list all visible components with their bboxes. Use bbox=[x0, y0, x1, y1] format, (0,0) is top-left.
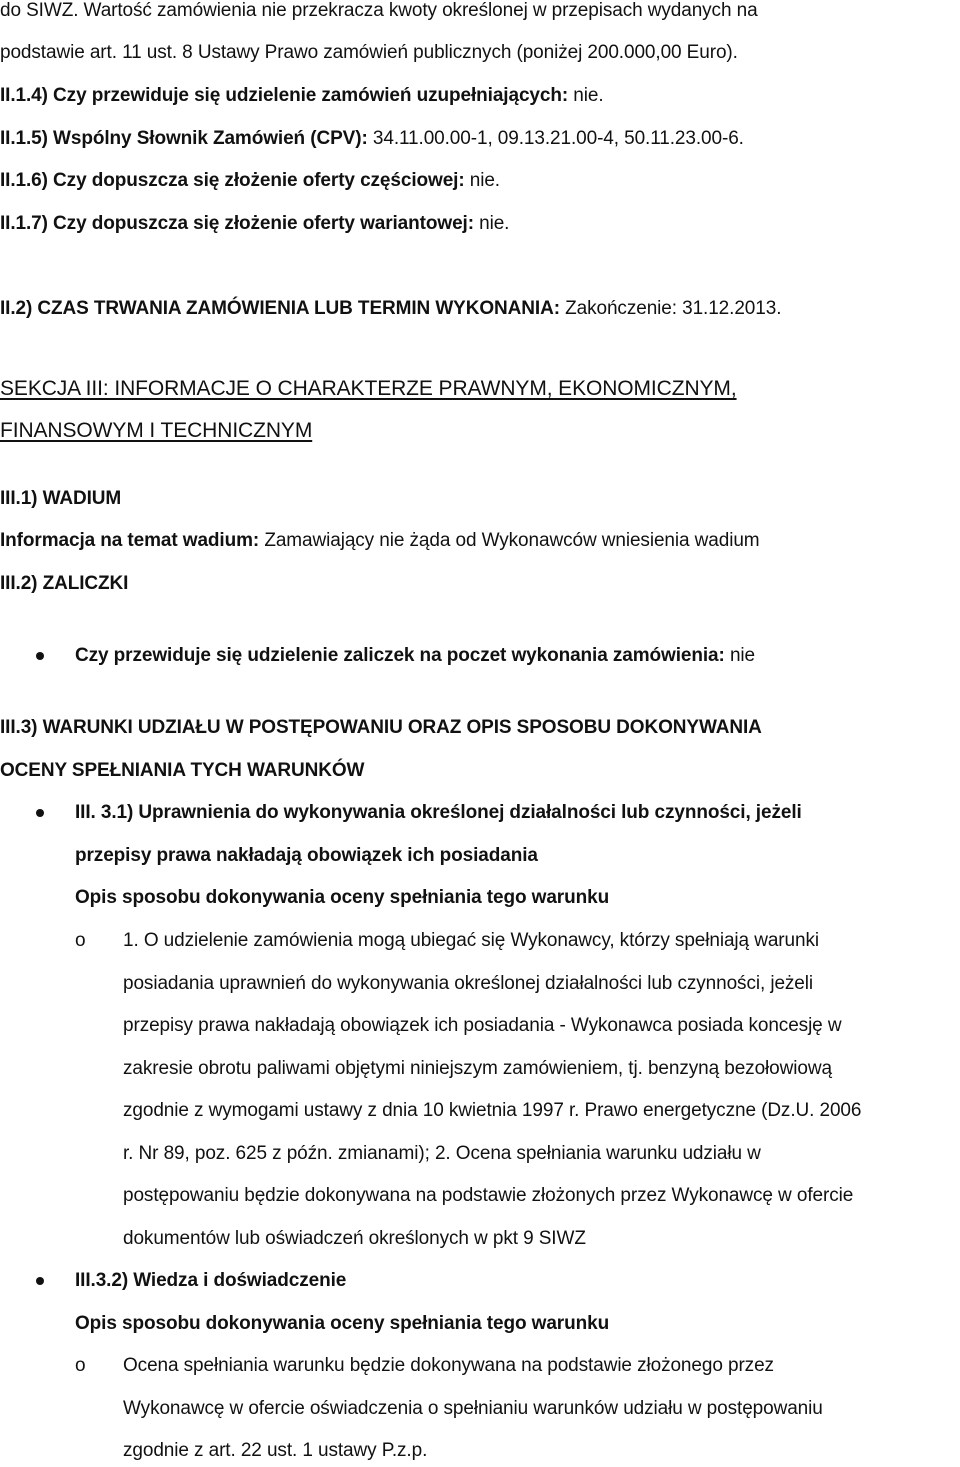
zaliczki-question: Czy przewiduje się udzielenie zaliczek na poczet wykonania zamówienia: nie bbox=[75, 645, 755, 666]
text-line: II.1.5) Wspólny Słownik Zamówień (CPV): 34.11.00.00-1, 09.13.21.00-4, 50.11.23.00-6. bbox=[0, 128, 744, 149]
text-line: posiadania uprawnień do wykonywania określonej działalności lub czynności, jeżeli bbox=[123, 973, 814, 994]
section-title: FINANSOWYM I TECHNICZNYM bbox=[0, 419, 313, 442]
text-line: II.2) CZAS TRWANIA ZAMÓWIENIA LUB TERMIN WYKONANIA: Zakończenie: 31.12.2013. bbox=[0, 298, 782, 319]
zaliczki-heading: III.2) ZALICZKI bbox=[0, 573, 129, 594]
text-line: zgodnie z art. 22 ust. 1 ustawy P.z.p. bbox=[123, 1440, 428, 1461]
text-line: przepisy prawa nakładają obowiązek ich posiadania - Wykonawca posiada koncesję w bbox=[123, 1015, 842, 1036]
text-line: II.1.4) Czy przewiduje się udzielenie zamówień uzupełniających: nie. bbox=[0, 85, 604, 106]
section-title: SEKCJA III: INFORMACJE O CHARAKTERZE PRAWNYM, EKONOMICZNYM, bbox=[0, 377, 737, 400]
warunki-heading: OCENY SPEŁNIANIA TYCH WARUNKÓW bbox=[0, 760, 365, 781]
wadium-heading: III.1) WADIUM bbox=[0, 488, 122, 509]
item-heading: przepisy prawa nakładają obowiązek ich posiadania bbox=[75, 845, 538, 866]
text-line: Wykonawcę w ofercie oświadczenia o spełnianiu warunków udziału w postępowaniu bbox=[123, 1398, 823, 1419]
warunki-heading: III.3) WARUNKI UDZIAŁU W POSTĘPOWANIU ORAZ OPIS SPOSOBU DOKONYWANIA bbox=[0, 717, 762, 738]
text-line: Ocena spełniania warunku będzie dokonywana na podstawie złożonego przez bbox=[123, 1355, 774, 1376]
bullet-icon bbox=[36, 809, 44, 817]
text-line: zakresie obrotu paliwami objętymi niniejszym zamówieniem, tj. benzyną bezołowiową bbox=[123, 1058, 832, 1079]
text-line: II.1.7) Czy dopuszcza się złożenie oferty wariantowej: nie. bbox=[0, 213, 510, 234]
text-line: r. Nr 89, poz. 625 z późn. zmianami); 2. Ocena spełniania warunku udziału w bbox=[123, 1143, 761, 1164]
text-line: II.1.6) Czy dopuszcza się złożenie oferty częściowej: nie. bbox=[0, 170, 500, 191]
text-line: dokumentów lub oświadczeń określonych w pkt 9 SIWZ bbox=[123, 1228, 586, 1249]
bullet-icon bbox=[36, 1277, 44, 1285]
circle-bullet-icon: o bbox=[75, 1355, 86, 1376]
item-heading: III.3.2) Wiedza i doświadczenie bbox=[75, 1270, 347, 1291]
text-line: postępowaniu będzie dokonywana na podstawie złożonych przez Wykonawcę w ofercie bbox=[123, 1185, 854, 1206]
text-line: zgodnie z wymogami ustawy z dnia 10 kwietnia 1997 r. Prawo energetyczne (Dz.U. 2006 bbox=[123, 1100, 862, 1121]
opis-heading: Opis sposobu dokonywania oceny spełniania tego warunku bbox=[75, 1313, 610, 1334]
text-line: do SIWZ. Wartość zamówienia nie przekracza kwoty określonej w przepisach wydanych na bbox=[0, 0, 758, 21]
item-heading: III. 3.1) Uprawnienia do wykonywania określonej działalności lub czynności, jeżeli bbox=[75, 802, 802, 823]
bullet-icon bbox=[36, 652, 44, 660]
text-line: 1. O udzielenie zamówienia mogą ubiegać się Wykonawcy, którzy spełniają warunki bbox=[123, 930, 819, 951]
wadium-info: Informacja na temat wadium: Zamawiający nie żąda od Wykonawców wniesienia wadium bbox=[0, 530, 760, 551]
circle-bullet-icon: o bbox=[75, 930, 86, 951]
opis-heading: Opis sposobu dokonywania oceny spełniania tego warunku bbox=[75, 887, 610, 908]
text-line: podstawie art. 11 ust. 8 Ustawy Prawo zamówień publicznych (poniżej 200.000,00 Euro). bbox=[0, 42, 738, 63]
